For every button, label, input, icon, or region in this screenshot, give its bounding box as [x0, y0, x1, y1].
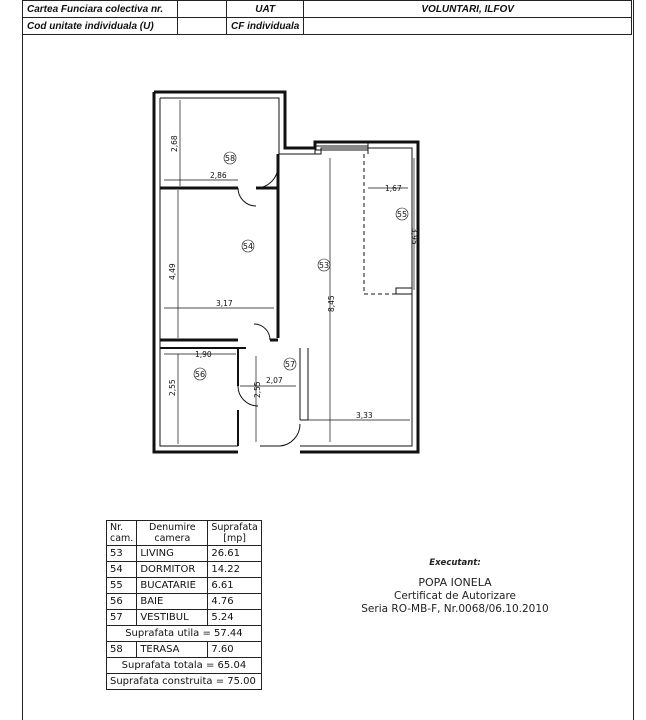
header-area-line2: [mp]	[223, 533, 246, 544]
cf-colectiva-label: Cartea Funciara colectiva nr.	[23, 1, 178, 18]
header-area	[208, 521, 262, 546]
executant-name: POPA IONELA	[418, 576, 492, 589]
header-area-line1: Suprafata	[211, 522, 258, 533]
dim-1-90: 1,90	[195, 350, 212, 359]
room-label-58: 58	[224, 154, 236, 163]
dim-8-45: 8,45	[327, 295, 336, 312]
header-name	[137, 521, 208, 546]
terasa-name: TERASA	[137, 642, 208, 658]
room-label-56: 56	[194, 370, 206, 379]
door-bedroom	[238, 188, 256, 206]
row-nr: 54	[107, 562, 137, 578]
suprafata-utila: Suprafata utila = 57.44	[107, 626, 262, 642]
certificate-title: Certificat de Autorizare	[394, 590, 516, 602]
header-name-line2: camera	[154, 533, 191, 544]
terasa-row	[107, 642, 262, 658]
rooms-table-header	[107, 521, 262, 546]
dim-4-49: 4,49	[168, 263, 177, 280]
utila-row	[107, 626, 262, 642]
dim-3-95: 3,95	[410, 228, 419, 245]
uat-label: UAT	[227, 1, 304, 18]
room-label-54: 54	[242, 242, 254, 251]
table-row	[107, 610, 262, 626]
cf-individuala-value	[304, 18, 632, 35]
row-area: 6.61	[208, 578, 262, 594]
dim-2-68: 2,68	[170, 135, 179, 152]
certificate-series: Seria RO-MB-F, Nr.0068/06.10.2010	[361, 603, 549, 615]
header-name-line1: Denumire	[149, 522, 196, 533]
row-name: LIVING	[137, 546, 208, 562]
header-nr-line2: cam.	[110, 533, 134, 544]
cod-unitate-label: Cod unitate individuala (U)	[23, 18, 178, 35]
terasa-area: 7.60	[208, 642, 262, 658]
totala-row	[107, 658, 262, 674]
door-entry	[280, 424, 300, 446]
dim-2-86: 2,86	[210, 171, 227, 180]
row-name: DORMITOR	[137, 562, 208, 578]
construita-row	[107, 674, 262, 690]
row-name: BUCATARIE	[137, 578, 208, 594]
header-nr	[107, 521, 137, 546]
row-nr: 56	[107, 594, 137, 610]
dim-2-07: 2,07	[266, 376, 283, 385]
floor-plan	[120, 80, 450, 460]
table-row	[107, 594, 262, 610]
header-row-2	[23, 18, 632, 35]
dim-3-17: 3,17	[216, 299, 233, 308]
door-terrace	[256, 166, 278, 188]
cf-colectiva-value	[178, 1, 227, 18]
dim-1-67: 1,67	[385, 184, 402, 193]
room-label-53: 53	[318, 261, 330, 270]
floor-plan-drawing	[120, 80, 450, 460]
terasa-nr: 58	[107, 642, 137, 658]
suprafata-construita: Suprafata construita = 75.00	[107, 674, 262, 690]
uat-value: VOLUNTARI, ILFOV	[304, 1, 632, 18]
table-row	[107, 578, 262, 594]
row-area: 26.61	[208, 546, 262, 562]
dim-3-33: 3,33	[356, 411, 373, 420]
row-name: BAIE	[137, 594, 208, 610]
dim-2-55-bath: 2,55	[168, 379, 177, 396]
outer-wall	[154, 92, 418, 452]
dim-2-55-hall: 2,55	[253, 381, 262, 398]
rooms-table	[106, 520, 262, 690]
row-nr: 55	[107, 578, 137, 594]
room-label-57: 57	[284, 360, 296, 369]
cod-unitate-value	[178, 18, 227, 35]
executant-block	[340, 558, 570, 615]
header-row-1	[23, 1, 632, 18]
row-name: VESTIBUL	[137, 610, 208, 626]
row-area: 4.76	[208, 594, 262, 610]
cf-individuala-label: CF individuala	[227, 18, 304, 35]
header-nr-line1: Nr.	[110, 522, 124, 533]
header-table	[22, 0, 632, 35]
row-nr: 57	[107, 610, 137, 626]
executant-label: Executant:	[429, 558, 481, 568]
table-row	[107, 562, 262, 578]
row-area: 5.24	[208, 610, 262, 626]
row-area: 14.22	[208, 562, 262, 578]
room-label-55: 55	[396, 210, 408, 219]
row-nr: 53	[107, 546, 137, 562]
suprafata-totala: Suprafata totala = 65.04	[107, 658, 262, 674]
outer-wall-left	[154, 92, 238, 452]
table-row	[107, 546, 262, 562]
door-bedroom-bottom	[254, 324, 270, 340]
